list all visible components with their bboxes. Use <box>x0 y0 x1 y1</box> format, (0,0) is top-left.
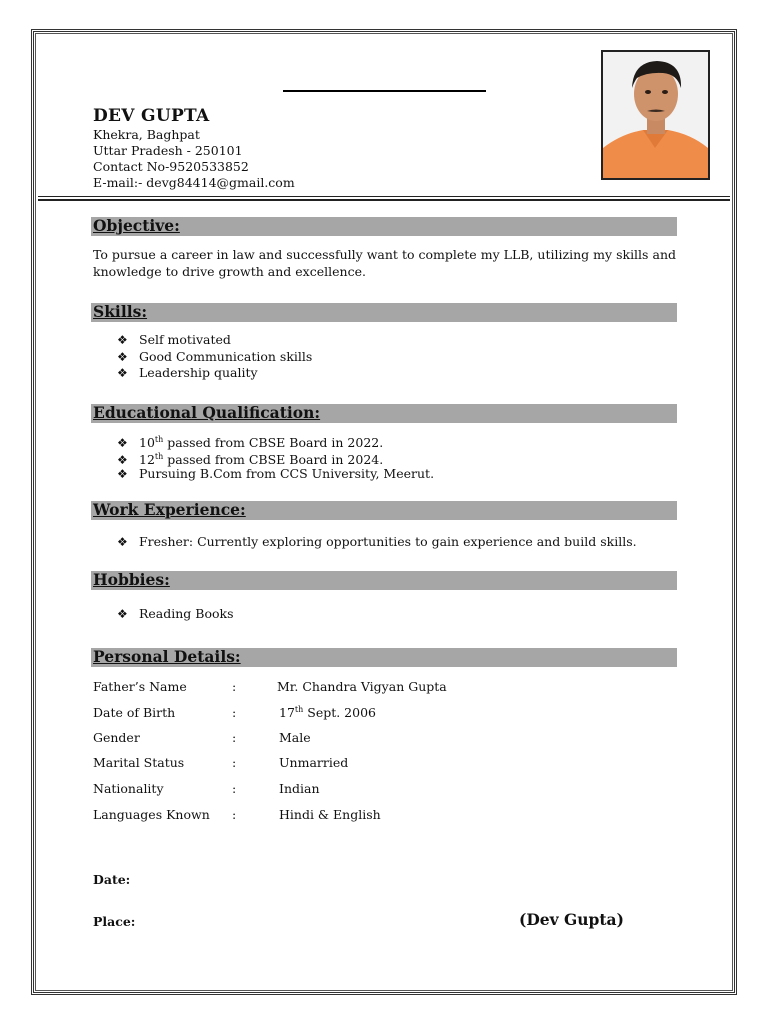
diamond-bullet-icon: ❖ <box>117 333 128 347</box>
header-divider-thick <box>38 199 730 201</box>
education-item: ❖ Pursuing B.Com from CCS University, Meerut. <box>117 466 435 481</box>
section-title: Skills: <box>93 302 148 321</box>
field-label: Gender <box>93 730 140 745</box>
header-divider <box>38 196 730 197</box>
address-line-2: Uttar Pradesh - 250101 <box>93 143 243 158</box>
education-item: ❖ 10th passed from CBSE Board in 2022. <box>117 435 384 451</box>
diamond-bullet-icon: ❖ <box>117 467 128 481</box>
field-value: Indian <box>279 781 320 796</box>
date-label: Date: <box>93 872 131 887</box>
section-title: Objective: <box>93 216 180 235</box>
section-title: Educational Qualification: <box>93 403 321 422</box>
section-personal-details <box>91 648 677 667</box>
section-objective <box>91 217 677 236</box>
field-value: Mr. Chandra Vigyan Gupta <box>277 679 447 694</box>
diamond-bullet-icon: ❖ <box>117 366 128 380</box>
section-title: Hobbies: <box>93 570 170 589</box>
field-separator: : <box>232 781 237 796</box>
field-label: Father’s Name <box>93 679 187 694</box>
signature-name: (Dev Gupta) <box>519 910 624 929</box>
signature-line <box>283 90 486 92</box>
skill-item: ❖ Leadership quality <box>117 365 258 380</box>
field-separator: : <box>232 705 237 720</box>
skill-item: ❖ Good Communication skills <box>117 349 313 364</box>
field-label: Nationality <box>93 781 164 796</box>
diamond-bullet-icon: ❖ <box>117 607 128 621</box>
diamond-bullet-icon: ❖ <box>117 436 128 451</box>
field-value: Hindi & English <box>279 807 381 822</box>
field-separator: : <box>232 755 237 770</box>
skill-item: ❖ Self motivated <box>117 332 231 347</box>
profile-photo <box>601 50 710 180</box>
diamond-bullet-icon: ❖ <box>117 350 128 364</box>
candidate-name: DEV GUPTA <box>93 106 210 126</box>
diamond-bullet-icon: ❖ <box>117 453 128 468</box>
field-label: Languages Known <box>93 807 210 822</box>
field-label: Marital Status <box>93 755 185 770</box>
field-separator: : <box>232 679 237 694</box>
place-label: Place: <box>93 914 136 929</box>
education-item: ❖ 12th passed from CBSE Board in 2024. <box>117 452 384 468</box>
section-title: Work Experience: <box>93 500 246 519</box>
field-value: 17th Sept. 2006 <box>279 705 376 721</box>
section-title: Personal Details: <box>93 647 241 666</box>
field-value: Unmarried <box>279 755 349 770</box>
objective-text: To pursue a career in law and successfully want to complete my LLB, utilizing my skills and knowledge to drive growth and excellence. <box>93 247 676 279</box>
contact-number: Contact No-9520533852 <box>93 159 249 174</box>
address-line-1: Khekra, Baghpat <box>93 127 200 142</box>
section-work-experience <box>91 501 677 520</box>
field-separator: : <box>232 807 237 822</box>
field-value: Male <box>279 730 311 745</box>
field-separator: : <box>232 730 237 745</box>
portrait-image <box>603 52 708 178</box>
section-hobbies <box>91 571 677 590</box>
section-education <box>91 404 677 423</box>
diamond-bullet-icon: ❖ <box>117 535 128 549</box>
field-label: Date of Birth <box>93 705 176 720</box>
hobby-item: ❖ Reading Books <box>117 606 234 621</box>
section-skills <box>91 303 677 322</box>
work-item: ❖ Fresher: Currently exploring opportunities to gain experience and build skills. <box>117 534 637 549</box>
email-address: E-mail:- devg84414@gmail.com <box>93 175 295 190</box>
